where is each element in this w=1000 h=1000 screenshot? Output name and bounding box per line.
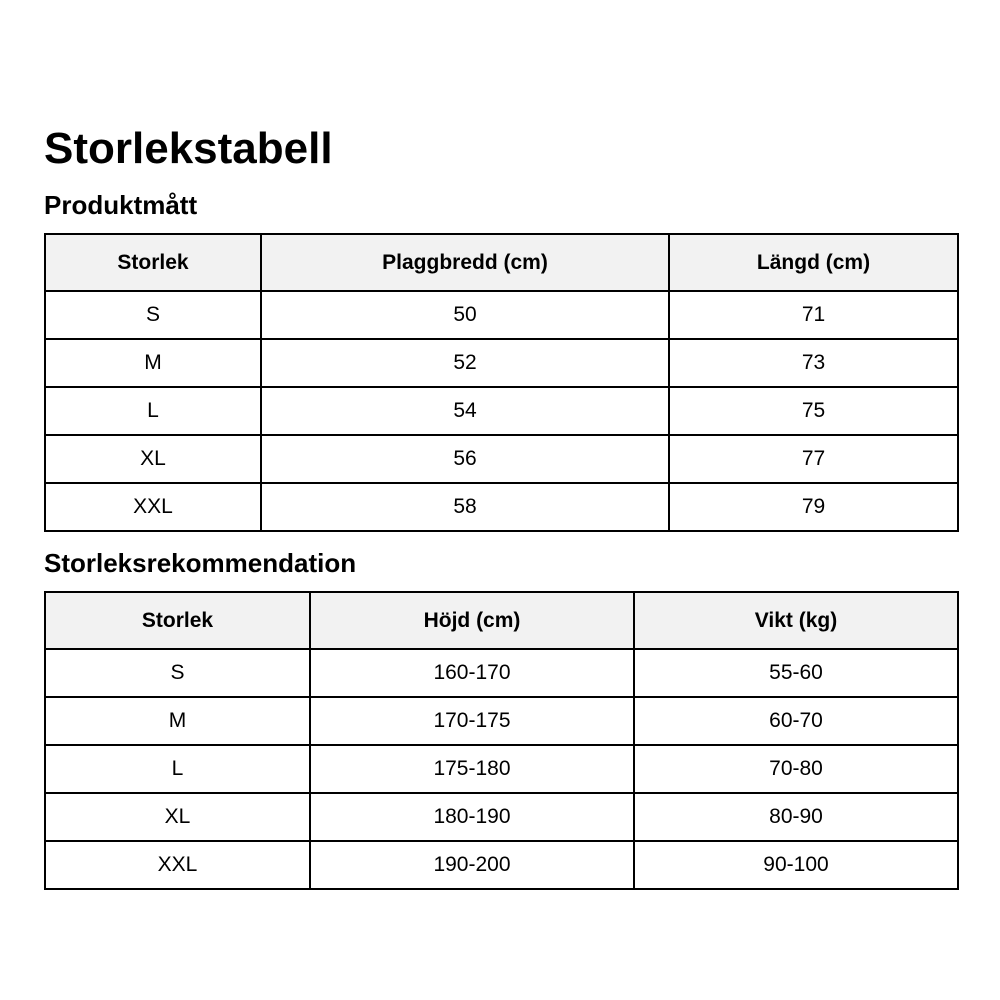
table-row [45,435,958,483]
length-cell: 75 [669,387,958,435]
product-measurements-heading: Produktmått [44,190,198,220]
garment-width-cell: 58 [261,483,669,531]
table-header-row [45,234,958,291]
size-cell: XL [45,435,261,483]
size-recommendation-heading: Storleksrekommendation [44,548,357,578]
size-cell: XXL [45,483,261,531]
page-title: Storlekstabell [44,124,333,173]
table-row [45,483,958,531]
length-cell: 77 [669,435,958,483]
weight-cell: 55-60 [634,649,958,697]
garment-width-cell: 56 [261,435,669,483]
length-cell: 71 [669,291,958,339]
garment-width-cell: 52 [261,339,669,387]
height-cell: 175-180 [310,745,634,793]
length-cell: 73 [669,339,958,387]
weight-cell: 80-90 [634,793,958,841]
weight-cell: 70-80 [634,745,958,793]
table-row [45,793,958,841]
table-header-row [45,592,958,649]
height-cell: 160-170 [310,649,634,697]
length-cell: 79 [669,483,958,531]
table-row [45,697,958,745]
size-cell: L [45,745,310,793]
size-cell: S [45,291,261,339]
column-header-size: Storlek [45,592,310,649]
column-header-size: Storlek [45,234,261,291]
table-row [45,291,958,339]
height-cell: 190-200 [310,841,634,889]
table-row [45,387,958,435]
height-cell: 170-175 [310,697,634,745]
column-header-length: Längd (cm) [669,234,958,291]
table-row [45,339,958,387]
table-row [45,649,958,697]
garment-width-cell: 54 [261,387,669,435]
size-cell: S [45,649,310,697]
weight-cell: 60-70 [634,697,958,745]
weight-cell: 90-100 [634,841,958,889]
size-cell: L [45,387,261,435]
size-cell: XXL [45,841,310,889]
table-row [45,745,958,793]
column-header-garment-width: Plaggbredd (cm) [261,234,669,291]
height-cell: 180-190 [310,793,634,841]
column-header-height: Höjd (cm) [310,592,634,649]
table-row [45,841,958,889]
garment-width-cell: 50 [261,291,669,339]
size-recommendation-table [44,591,959,890]
size-cell: M [45,339,261,387]
size-cell: XL [45,793,310,841]
product-measurements-table [44,233,959,532]
size-cell: M [45,697,310,745]
column-header-weight: Vikt (kg) [634,592,958,649]
